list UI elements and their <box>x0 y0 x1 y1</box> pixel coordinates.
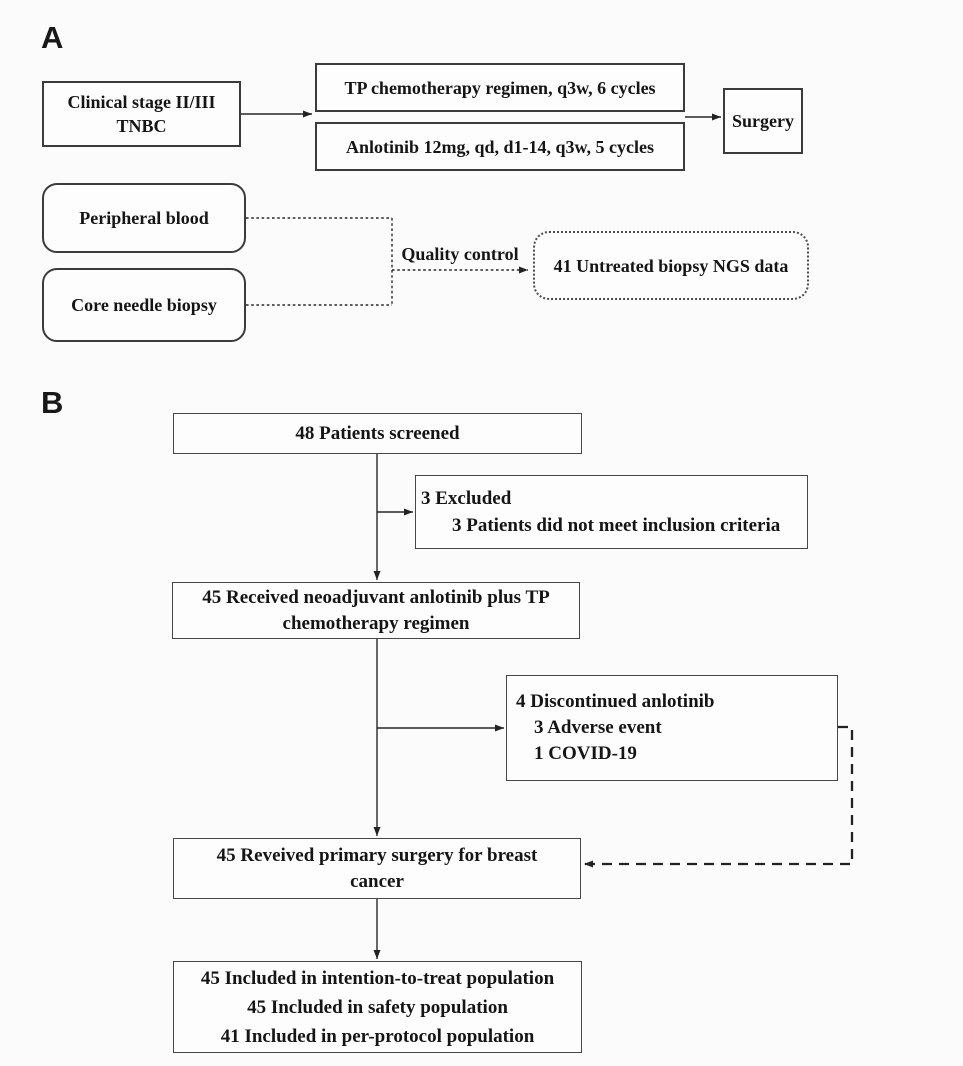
box-line: Clinical stage II/III <box>67 92 216 112</box>
received-neoadjuvant-box <box>172 582 580 639</box>
box-line: 4 Discontinued anlotinib <box>516 691 715 712</box>
surgery-box-a <box>723 88 803 154</box>
quality-control-label: Quality control <box>401 244 519 264</box>
box-line: TP chemotherapy regimen, q3w, 6 cycles <box>344 77 656 98</box>
box-line: 45 Received neoadjuvant anlotinib plus TP <box>202 586 550 608</box>
box-line: 1 COVID-19 <box>534 743 637 764</box>
box-line: Peripheral blood <box>79 208 209 228</box>
box-line: 41 Untreated biopsy NGS data <box>553 255 789 276</box>
box-line: Anlotinib 12mg, qd, d1-14, q3w, 5 cycles <box>345 136 655 157</box>
anlotinib-regimen-box <box>315 122 685 171</box>
box-line: 3 Adverse event <box>534 717 662 738</box>
box-line: 45 Included in safety population <box>247 996 508 1018</box>
box-line: cancer <box>350 870 404 892</box>
core-needle-biopsy-box <box>42 268 246 342</box>
panel-b-label: B <box>41 385 64 420</box>
box-line: 41 Included in per-protocol population <box>220 1025 535 1047</box>
population-box <box>173 961 582 1053</box>
box-line: TNBC <box>116 116 167 136</box>
discontinued-anlotinib-box <box>506 675 838 781</box>
peripheral-blood-box <box>42 183 246 253</box>
clinical-stage-box <box>42 81 241 147</box>
box-line: Core needle biopsy <box>71 295 217 315</box>
excluded-box <box>415 475 808 549</box>
box-line: 3 Excluded <box>421 488 512 509</box>
box-line: 48 Patients screened <box>295 422 460 444</box>
patients-screened-box <box>173 413 582 454</box>
tp-regimen-box <box>315 63 685 112</box>
box-line: 45 Included in intention-to-treat population <box>200 967 555 989</box>
box-line: 3 Patients did not meet inclusion criteria <box>452 515 781 536</box>
box-line: Surgery <box>732 111 794 131</box>
panel-a-label: A <box>41 20 64 55</box>
untreated-biopsy-ngs-box <box>533 231 809 300</box>
box-line: chemotherapy regimen <box>282 612 470 634</box>
primary-surgery-box <box>173 838 581 899</box>
box-line: 45 Reveived primary surgery for breast <box>216 844 538 866</box>
